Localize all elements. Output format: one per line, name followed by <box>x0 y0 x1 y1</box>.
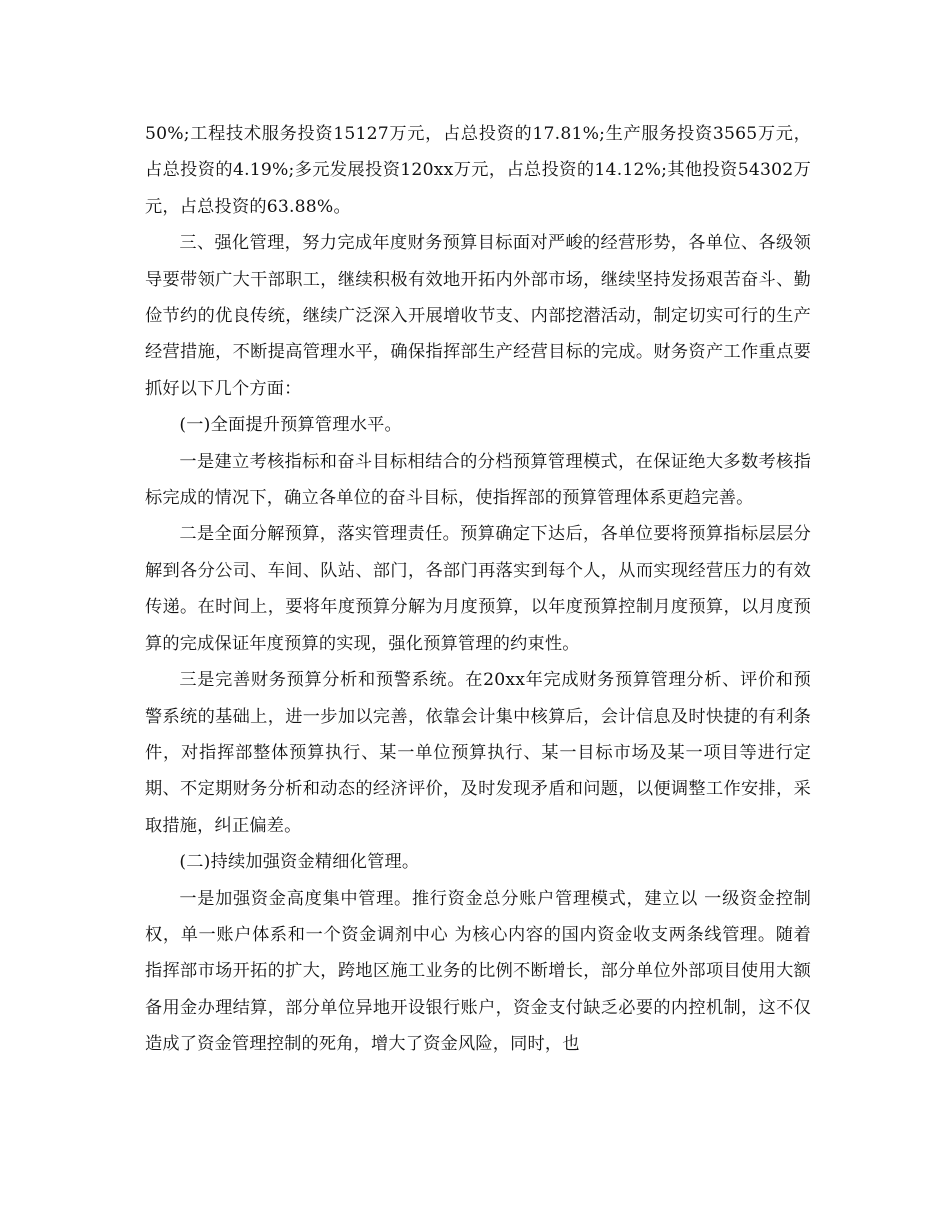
paragraph-section-three: 三、强化管理，努力完成年度财务预算目标面对严峻的经营形势，各单位、各级领导要带领广大干部职工，继续积极有效地开拓内外部市场，继续坚持发扬艰苦奋斗、勤俭节约的优良传统，继续广泛深入开展增收节支、内部挖潜活动，制定切实可行的生产经营措施，不断提高管理水平，确保指挥部生产经营目标的完成。财务资产工作重点要抓好以下几个方面： <box>145 233 811 399</box>
paragraph-investment-figures: 50%;工程技术服务投资15127万元，占总投资的17.81%;生产服务投资3565万元，占总投资的4.19%;多元发展投资120xx万元，占总投资的14.12%;其他投资54302万元，占总投资的63.88%。 <box>145 124 811 217</box>
subheading-budget-management: (一)全面提升预算管理水平。 <box>179 415 402 436</box>
paragraph-budget-point-three: 三是完善财务预算分析和预警系统。在20xx年完成财务预算管理分析、评价和预警系统的基础上，进一步加以完善，依靠会计集中核算后，会计信息及时快捷的有利条件，对指挥部整体预算执行、某一单位预算执行、某一目标市场及某一项目等进行定期、不定期财务分析和动态的经济评价，及时发现矛盾和问题，以便调整工作安排，采取措施，纠正偏差。 <box>145 670 811 836</box>
paragraph-fund-point-one: 一是加强资金高度集中管理。推行资金总分账户管理模式，建立以 一级资金控制权，单一账户体系和一个资金调剂中心 为核心内容的国内资金收支两条线管理。随着指挥部市场开拓的扩大，跨地区施工业务的比例不断增长，部分单位外部项目使用大额备用金办理结算，部分单位异地开设银行账户，资金支付缺乏必要的内控机制，这不仅造成了资金管理控制的死角，增大了资金风险，同时，也 <box>145 888 811 1055</box>
paragraph-budget-point-two: 二是全面分解预算，落实管理责任。预算确定下达后，各单位要将预算指标层层分解到各分公司、车间、队站、部门，各部门再落实到每个人，从而实现经营压力的有效传递。在时间上，要将年度预算分解为月度预算，以年度预算控制月度预算，以月度预算的完成保证年度预算的实现，强化预算管理的约束性。 <box>145 524 811 654</box>
document-body <box>145 116 811 1063</box>
subheading-fund-management: (二)持续加强资金精细化管理。 <box>179 852 420 873</box>
paragraph-budget-point-one: 一是建立考核指标和奋斗目标相结合的分档预算管理模式，在保证绝大多数考核指标完成的情况下，确立各单位的奋斗目标，使指挥部的预算管理体系更趋完善。 <box>145 451 811 509</box>
